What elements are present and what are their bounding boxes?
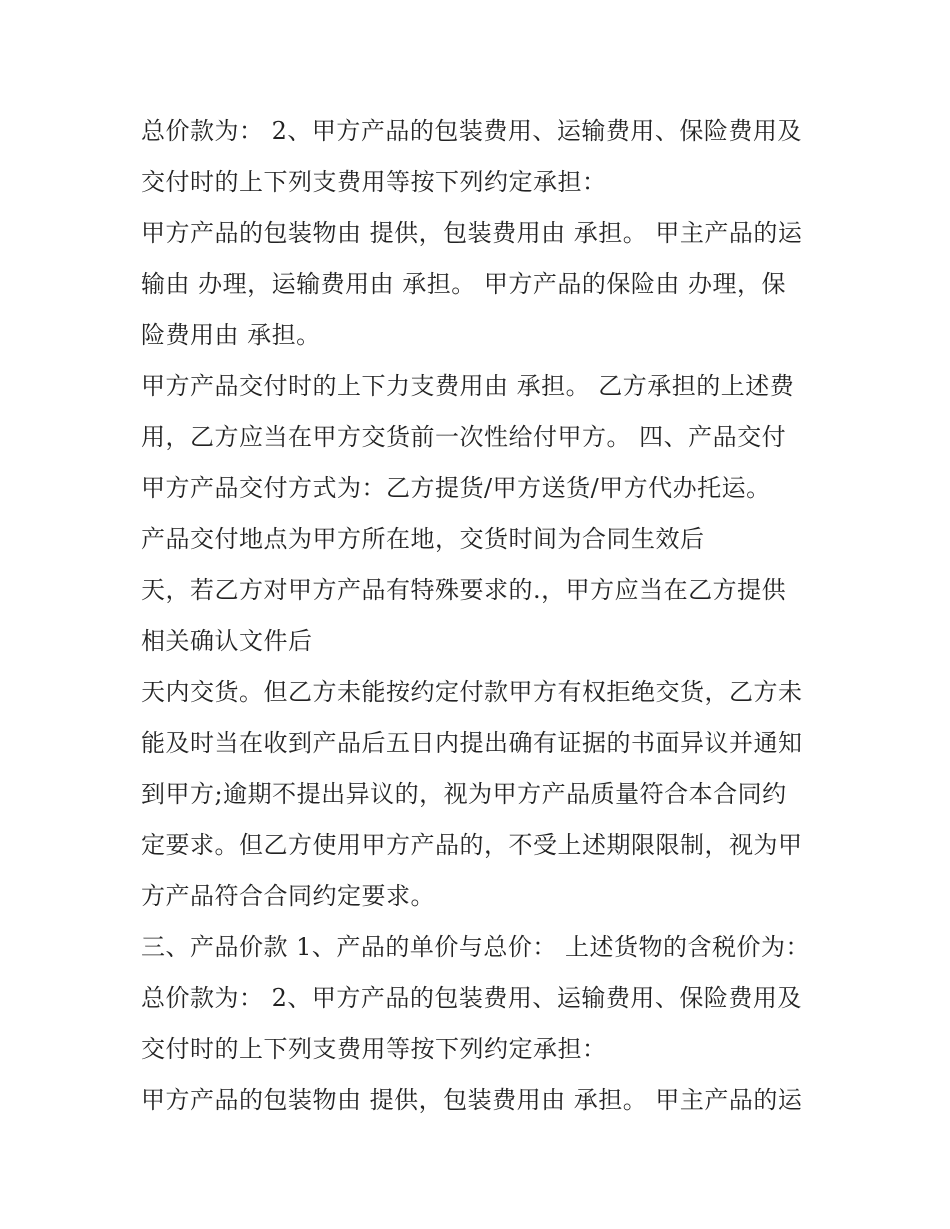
text-line: 产品交付地点为甲方所在地，交货时间为合同生效后 [141, 525, 705, 553]
text-line: 三、产品价款 1、产品的单价与总价： 上述货物的含税价为： [141, 933, 811, 961]
text-line: 输由 办理，运输费用由 承担。 甲方产品的保险由 办理，保 [141, 270, 787, 298]
text-line: 到甲方;逾期不提出异议的，视为甲方产品质量符合本合同约 [141, 780, 787, 808]
text-line: 交付时的上下列支费用等按下列约定承担： [141, 168, 607, 196]
text-line: 甲方产品的包装物由 提供，包装费用由 承担。 甲主产品的运 [141, 1086, 803, 1114]
text-line: 险费用由 承担。 [141, 321, 321, 349]
text-line: 甲方产品交付时的上下力支费用由 承担。 乙方承担的上述费 [141, 372, 795, 400]
text-line: 总价款为： 2、甲方产品的包装费用、运输费用、保险费用及 [141, 117, 802, 145]
text-line: 用，乙方应当在甲方交货前一次性给付甲方。 四、产品交付 [141, 423, 787, 451]
document-body [141, 106, 821, 1126]
text-line: 相关确认文件后 [141, 627, 313, 655]
text-line: 天，若乙方对甲方产品有特殊要求的.，甲方应当在乙方提供 [141, 576, 787, 604]
text-line: 甲方产品的包装物由 提供，包装费用由 承担。 甲主产品的运 [141, 219, 803, 247]
text-line: 定要求。但乙方使用甲方产品的，不受上述期限限制，视为甲 [141, 831, 803, 859]
text-line: 总价款为： 2、甲方产品的包装费用、运输费用、保险费用及 [141, 984, 802, 1012]
text-line: 交付时的上下列支费用等按下列约定承担： [141, 1035, 607, 1063]
text-line: 天内交货。但乙方未能按约定付款甲方有权拒绝交货，乙方未 [141, 678, 803, 706]
text-line: 能及时当在收到产品后五日内提出确有证据的书面异议并通知 [141, 729, 803, 757]
text-line: 甲方产品交付方式为：乙方提货/甲方送货/甲方代办托运。 [141, 474, 771, 502]
text-line: 方产品符合合同约定要求。 [141, 882, 435, 910]
